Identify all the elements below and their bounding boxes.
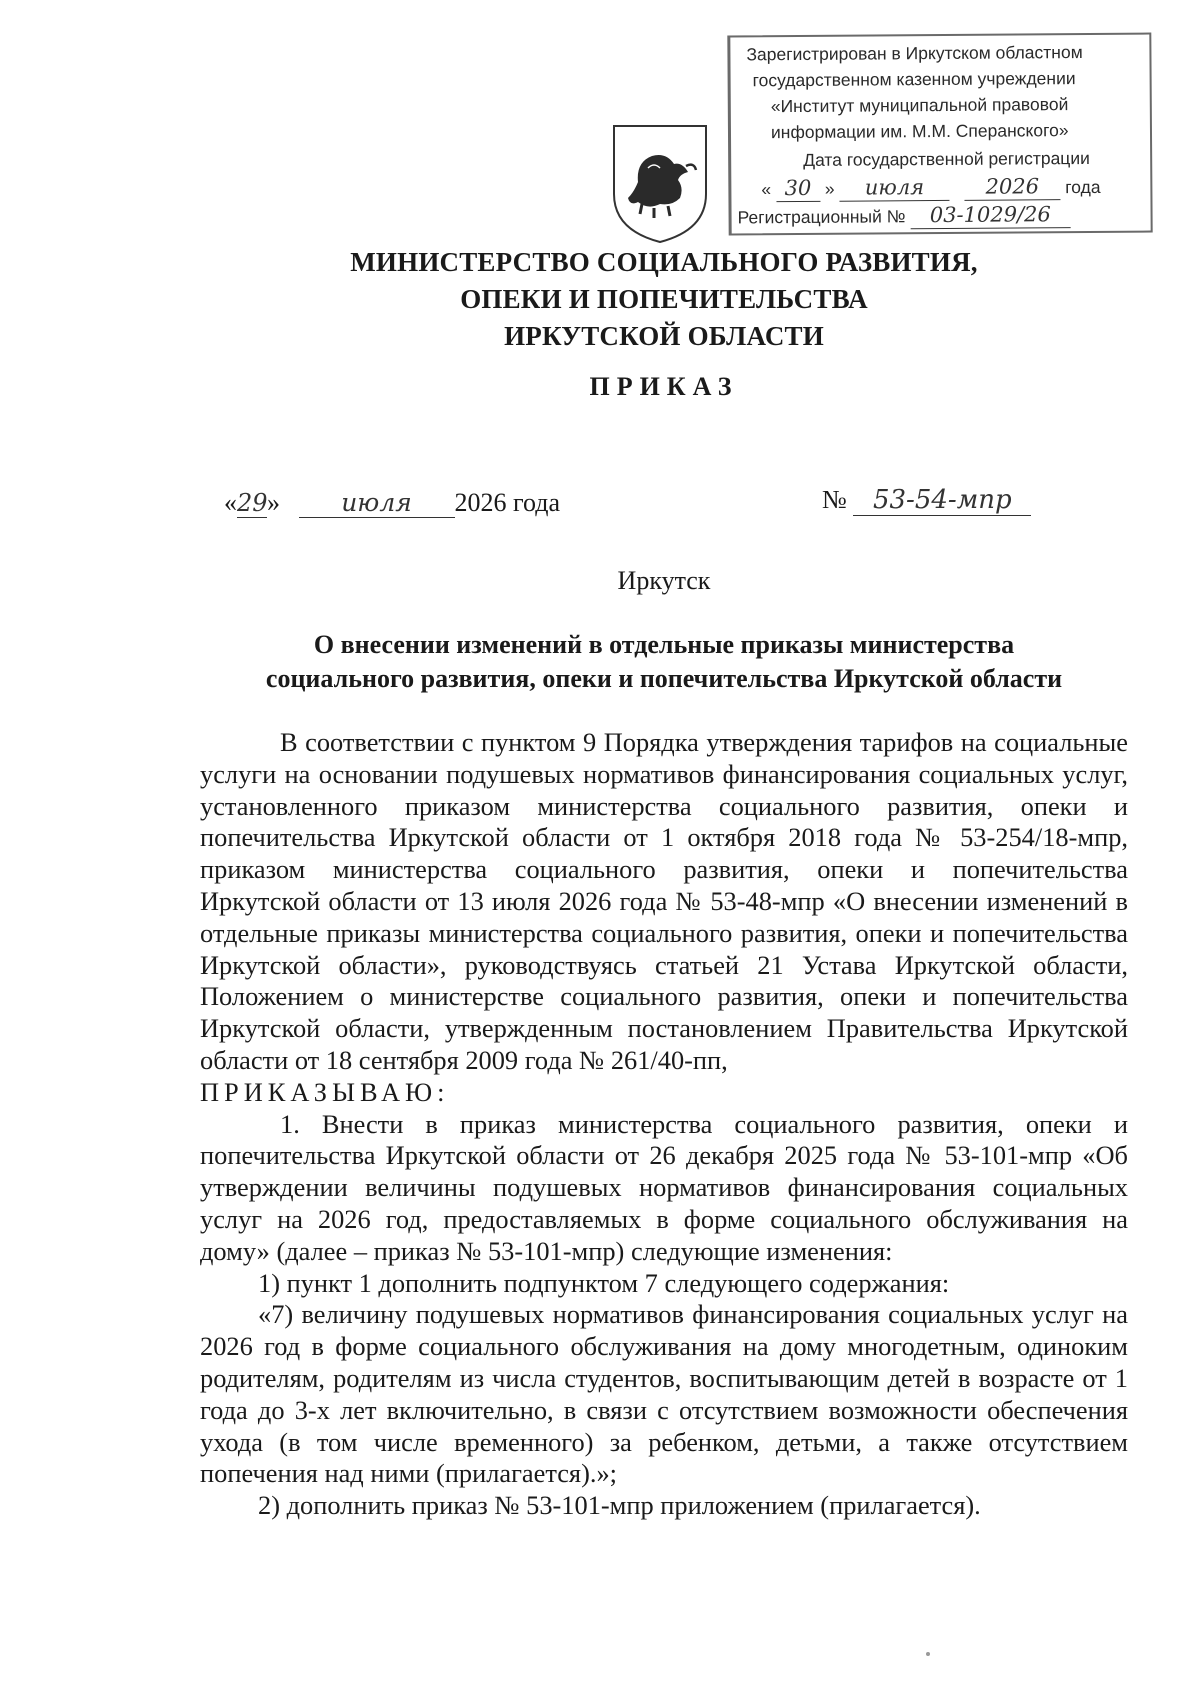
document-body	[200, 727, 1128, 1522]
stamp-reg-label: Регистрационный №	[737, 206, 906, 228]
stamp-date-month: июля	[839, 174, 949, 202]
ministry-name-line: ИРКУТСКОЙ ОБЛАСТИ	[504, 321, 824, 351]
order-number-label: №	[822, 485, 847, 514]
order-item-1-2: 2) дополнить приказ № 53-101-мпр приложением (прилагается).	[258, 1490, 981, 1521]
order-date-month: июля	[299, 488, 455, 518]
order-number	[822, 485, 1031, 516]
subject-line: социального развития, опеки и попечительства Иркутской области	[265, 664, 1063, 693]
ministry-name	[200, 244, 1128, 355]
order-date-open: «	[224, 488, 237, 517]
order-date-year: 2026 года	[454, 488, 561, 517]
order-date	[224, 488, 560, 518]
order-date-close: »	[267, 488, 280, 517]
coat-of-arms-icon	[608, 122, 712, 246]
stamp-registration-number	[737, 201, 1142, 231]
order-date-day: 29	[237, 489, 268, 517]
stamp-registration-date	[761, 173, 1142, 203]
stamp-date-open: «	[761, 179, 772, 200]
document-type: ПРИКАЗ	[589, 372, 739, 401]
stamp-date-close: »	[824, 178, 835, 199]
stamp-line: государственном казенном учреждении	[752, 68, 1076, 91]
stamp-line: Дата государственной регистрации	[803, 147, 1090, 170]
stamp-reg-number: 03-1029/26	[910, 201, 1070, 229]
order-number-value: 53-54-мпр	[853, 485, 1031, 516]
order-item-quote: «7) величину подушевых нормативов финансирования социальных услуг на 2026 год в форме социального обслуживания на дому многодетным, одиноким родителям, родителям из числа студентов, воспитывающим детей в возрасте от 1 года до 3-х лет включительно, в связи с отсутствием возможности обеспечения ухода (в том числе временного) за ребенком, детьми, а также отсутствием попечения над ними (прилагается).»;	[200, 1299, 1128, 1489]
ministry-name-line: МИНИСТЕРСТВО СОЦИАЛЬНОГО РАЗВИТИЯ,	[350, 247, 978, 277]
stamp-date-suffix: года	[1065, 176, 1101, 198]
subject-line: О внесении изменений в отдельные приказы министерства	[313, 630, 1015, 659]
stamp-line: Зарегистрирован в Иркутском областном	[746, 42, 1083, 65]
order-word: ПРИКАЗЫВАЮ:	[200, 1076, 450, 1107]
city: Иркутск	[617, 566, 711, 595]
stamp-date-year: 2026	[964, 173, 1060, 201]
ministry-name-line: ОПЕКИ И ПОПЕЧИТЕЛЬСТВА	[460, 284, 868, 314]
scan-dot	[926, 1652, 930, 1656]
stamp-date-day: 30	[776, 175, 820, 202]
order-item-1-1: 1) пункт 1 дополнить подпунктом 7 следующего содержания:	[258, 1267, 950, 1298]
preamble-paragraph: В соответствии с пунктом 9 Порядка утверждения тарифов на социальные услуги на основании подушевых нормативов финансирования социальных услуг, установленного приказом министерства социального развития, опеки и попечительства Иркутской области от 1 октября 2018 года № 53-254/18-мпр, приказом министерства социального развития, опеки и попечительства Иркутской области от 13 июля 2026 года № 53-48-мпр «О внесении изменений в отдельные приказы министерства социального развития, опеки и попечительства Иркутской области», руководствуясь статьей 21 Устава Иркутской области, Положением о министерстве социального развития, опеки и попечительства Иркутской области, утвержденным постановлением Правительства Иркутской области от 18 сентября 2009 года № 261/40-пп,	[200, 727, 1128, 1075]
stamp-line: «Институт муниципальной правовой	[770, 94, 1069, 117]
order-subject	[200, 628, 1128, 696]
registration-stamp	[727, 33, 1152, 236]
order-item-1: 1. Внести в приказ министерства социального развития, опеки и попечительства Иркутской области от 26 декабря 2025 года № 53-101-мпр «Об утверждении величины подушевых нормативов финансирования социальных услуг на 2026 год, предоставляемых в форме социального обслуживания на дому» (далее – приказ № 53-101-мпр) следующие изменения:	[200, 1108, 1128, 1266]
stamp-line: информации им. М.М. Сперанского»	[770, 120, 1069, 143]
